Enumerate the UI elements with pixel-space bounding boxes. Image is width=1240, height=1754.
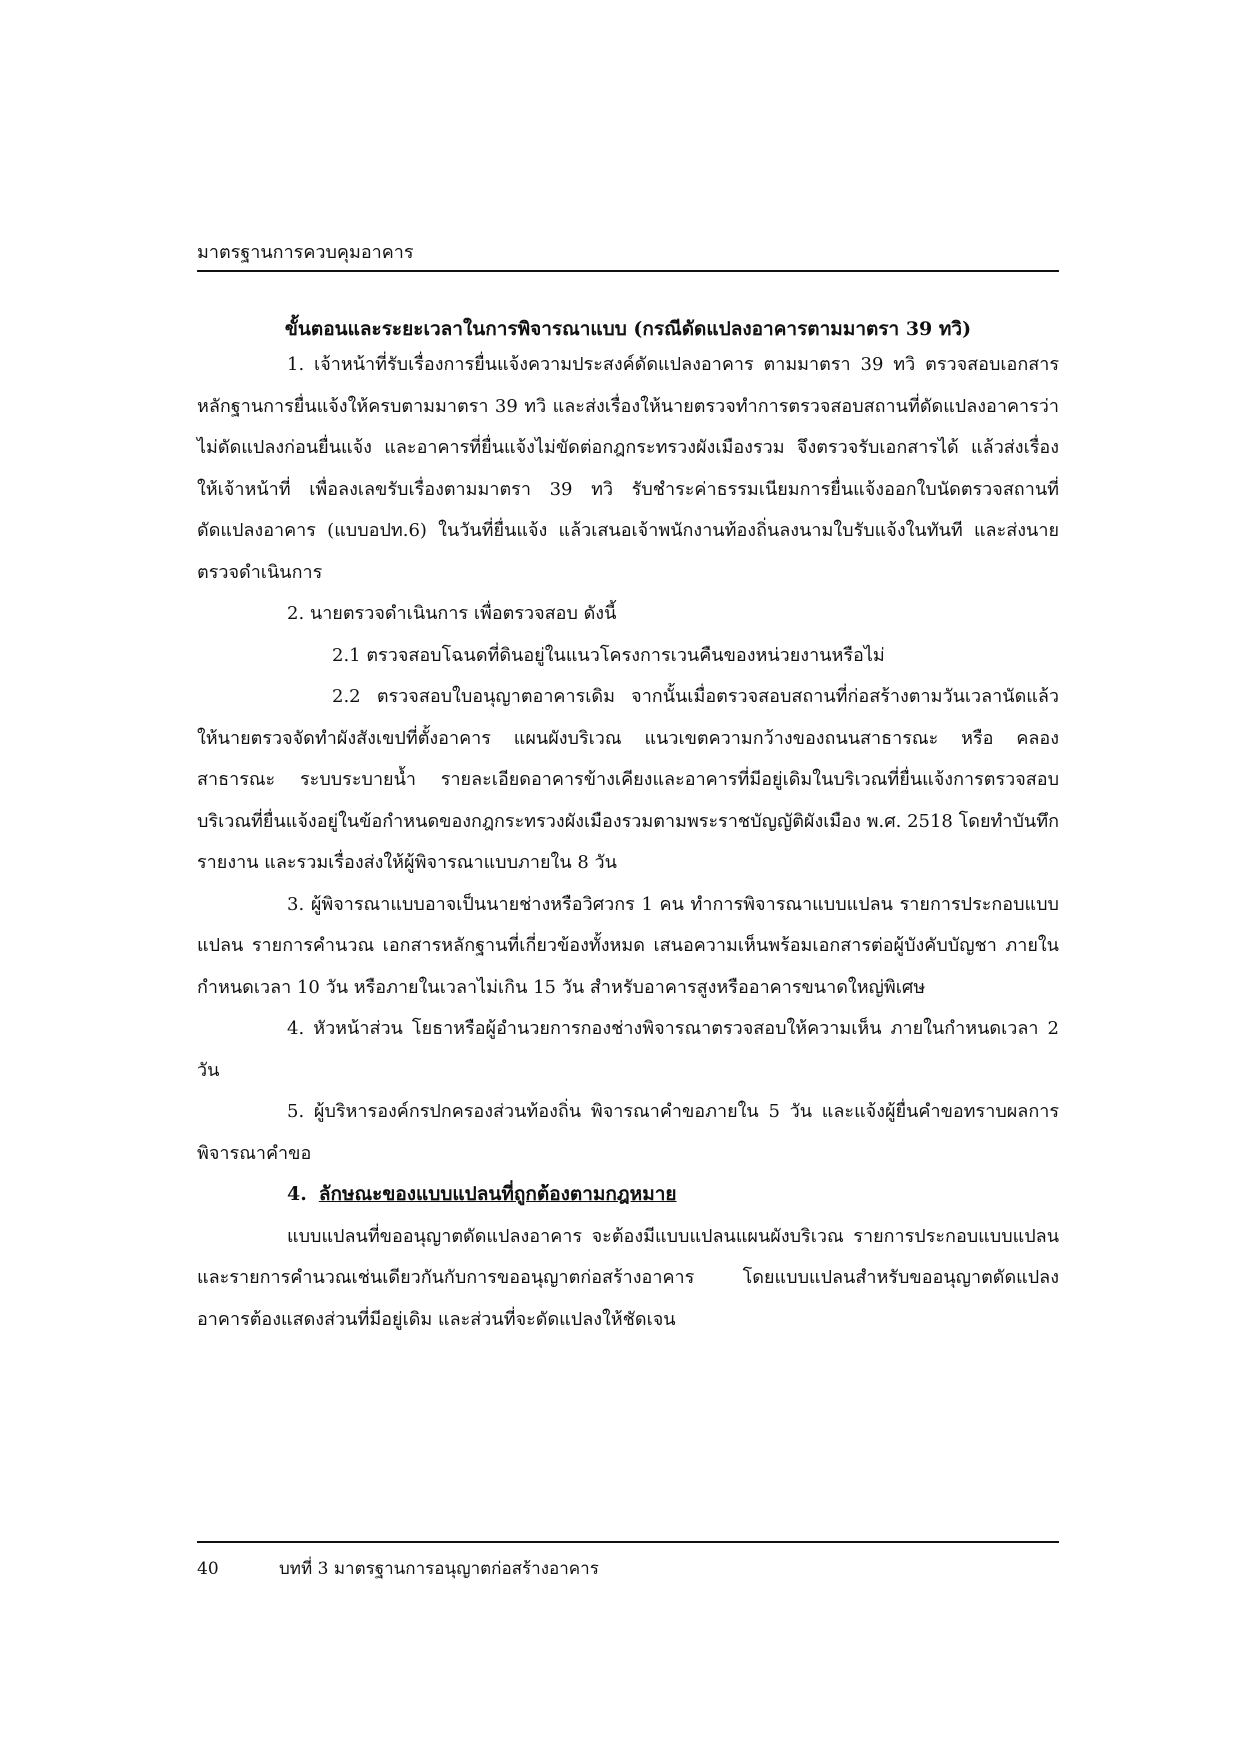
running-head: มาตรฐานการควบคุมอาคาร [197,240,1059,272]
page-footer [197,1541,1059,1581]
page-number: 40 [197,1559,219,1579]
paragraph-step-4: 4. หัวหน้าส่วน โยธาหรือผู้อำนวยการกองช่างพิจารณาตรวจสอบให้ความเห็น ภายในกำหนดเวลา 2 วัน [197,1018,1059,1081]
subsection-paragraph: แบบแปลนที่ขออนุญาตดัดแปลงอาคาร จะต้องมีแบบแปลนแผนผังบริเวณ รายการประกอบแบบแปลนและรายการคำนวณเช่นเดียวกันกับการขออนุญาตก่อสร้างอาคาร โดยแบบแปลนสำหรับขออนุญาตดัดแปลงอาคารต้องแสดงส่วนที่มีอยู่เดิม และส่วนที่จะดัดแปลงให้ชัดเจน [197,1225,1059,1330]
subsection-number: 4. [287,1183,307,1205]
paragraph-step-3: 3. ผู้พิจารณาแบบอาจเป็นนายช่างหรือวิศวกร 1 คน ทำการพิจารณาแบบแปลน รายการประกอบแบบแปลน รายการคำนวณ เอกสารหลักฐานที่เกี่ยวข้องทั้งหมด เสนอความเห็นพร้อมเอกสารต่อผู้บังคับบัญชา ภายในกำหนดเวลา 10 วัน หรือภายในเวลาไม่เกิน 15 วัน สำหรับอาคารสูงหรืออาคารขนาดใหญ่พิเศษ [197,893,1059,998]
paragraph-step-1: 1. เจ้าหน้าที่รับเรื่องการยื่นแจ้งความประสงค์ดัดแปลงอาคาร ตามมาตรา 39 ทวิ ตรวจสอบเอกสารหลักฐานการยื่นแจ้งให้ครบตามมาตรา 39 ทวิ และส่งเรื่องให้นายตรวจทำการตรวจสอบสถานที่ดัดแปลงอาคารว่าไม่ดัดแปลงก่อนยื่นแจ้ง และอาคารที่ยื่นแจ้งไม่ขัดต่อกฎกระทรวงผังเมืองรวม จึงตรวจรับเอกสารได้ แล้วส่งเรื่องให้เจ้าหน้าที่ เพื่อลงเลขรับเรื่องตามมาตรา 39 ทวิ รับชำระค่าธรรมเนียมการยื่นแจ้งออกใบนัดตรวจสถานที่ดัดแปลงอาคาร (แบบอปท.6) ในวันที่ยื่นแจ้ง แล้วเสนอเจ้าพนักงานท้องถิ่นลงนามใบรับแจ้งในทันที และส่งนายตรวจดำเนินการ [197,354,1059,583]
paragraph-step-2-2: 2.2 ตรวจสอบใบอนุญาตอาคารเดิม จากนั้นเมื่อตรวจสอบสถานที่ก่อสร้างตามวันเวลานัดแล้ว ให้นายตรวจจัดทำผังสังเขปที่ตั้งอาคาร แผนผังบริเวณ แนวเขตความกว้างของถนนสาธารณะ หรือ คลองสาธารณะ ระบบระบายน้ำ รายละเอียดอาคารข้างเคียงและอาคารที่มีอยู่เดิมในบริเวณที่ยื่นแจ้งการตรวจสอบบริเวณที่ยื่นแจ้งอยู่ในข้อกำหนดของกฎกระทรวงผังเมืองรวมตามพระราชบัญญัติผังเมือง พ.ศ. 2518 โดยทำบันทึกรายงาน และรวมเรื่องส่งให้ผู้พิจารณาแบบภายใน 8 วัน [197,686,1059,873]
paragraph-step-2: 2. นายตรวจดำเนินการ เพื่อตรวจสอบ ดังนี้ [287,603,617,624]
paragraph-step-5: 5. ผู้บริหารองค์กรปกครองส่วนท้องถิ่น พิจารณาคำขอภายใน 5 วัน และแจ้งผู้ยื่นคำขอทราบผลการพิจารณาคำขอ [197,1101,1059,1164]
paragraph-step-2-1: 2.1 ตรวจสอบโฉนดที่ดินอยู่ในแนวโครงการเวนคืนของหน่วยงานหรือไม่ [332,644,885,666]
page-body [197,240,1059,1340]
section-heading: ขั้นตอนและระยะเวลาในการพิจารณาแบบ (กรณีดัดแปลงอาคารตามมาตรา 39 ทวิ) [284,318,972,340]
subsection-title: ลักษณะของแบบแปลนที่ถูกต้องตามกฎหมาย [318,1183,677,1205]
chapter-title: บทที่ 3 มาตรฐานการอนุญาตก่อสร้างอาคาร [279,1559,599,1579]
subsection-heading [197,1174,1059,1216]
